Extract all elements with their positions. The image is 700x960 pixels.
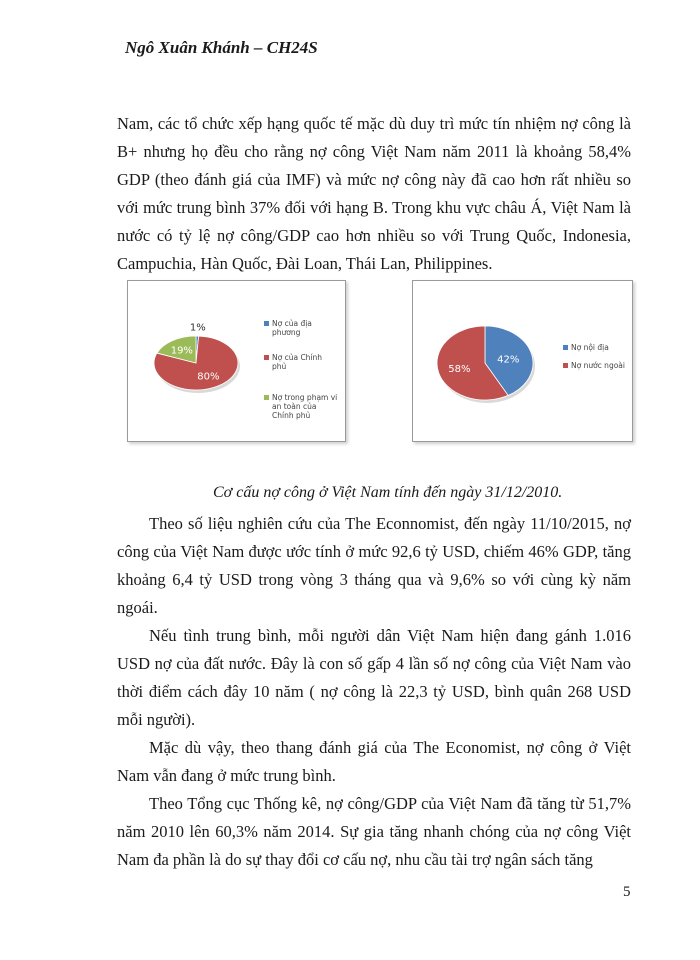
pie-chart-1-legend [264,319,344,439]
pie-slice-label: 80% [197,371,220,383]
paragraph-3: Nếu tình trung bình, mỗi người dân Việt Nam hiện đang gánh 1.016 USD nợ của đất nước. Đây là con số gấp 4 lần số nợ công của Việt Nam vào thời điểm cách đây 10 năm ( nợ công là 22,3 tỷ USD, bình quân 268 USD mỗi người). [117,626,631,729]
figure-caption: Cơ cấu nợ công ở Việt Nam tính đến ngày 31/12/2010. [213,484,563,501]
legend-swatch [264,395,269,400]
page-header: Ngô Xuân Khánh – CH24S [125,38,318,57]
page-number: 5 [623,884,631,900]
legend-label: Nợ nội địa [571,343,609,352]
pie-slice-label: 42% [497,354,520,366]
paragraph-1: Nam, các tổ chức xếp hạng quốc tế mặc dù duy trì mức tín nhiệm nợ công là B+ nhưng họ đều cho rằng nợ công Việt Nam năm 2011 là khoảng 58,4% GDP (theo đánh giá của IMF) và mức nợ công này đã cao hơn rất nhiều so với mức trung bình 37% đối với hạng B. Trong khu vực châu Á, Việt Nam là nước có tỷ lệ nợ công/GDP cao hơn nhiều so với Trung Quốc, Indonesia, Campuchia, Hàn Quốc, Đài Loan, Thái Lan, Philippines. [117,114,631,273]
paragraph-2: Theo số liệu nghiên cứu của The Econnomist, đến ngày 11/10/2015, nợ công của Việt Nam được ước tính ở mức 92,6 tỷ USD, chiếm 46% GDP, tăng khoảng 6,4 tỷ USD trong vòng 3 tháng qua và 9,6% so với cùng kỳ năm ngoái. [117,514,631,617]
paragraph-4: Mặc dù vậy, theo thang đánh giá của The Economist, nợ công ở Việt Nam vẫn đang ở mức trung bình. [117,738,631,785]
legend-swatch [563,363,568,368]
pie-slice-label: 1% [189,322,206,334]
pie-chart-domestic-foreign [412,280,633,442]
pie-slice-label: 19% [170,345,193,357]
legend-label: Nợ của địa phương [272,319,312,337]
paragraph-5: Theo Tổng cục Thống kê, nợ công/GDP của Việt Nam đã tăng từ 51,7% năm 2010 lên 60,3% năm 2014. Sự gia tăng nhanh chóng của nợ công Việt Nam đa phần là do sự thay đổi cơ cấu nợ, nhu cầu tài trợ ngân sách tăng [117,794,631,869]
pie-chart-debt-structure [127,280,346,442]
legend-label: Nợ trong phạm vi an toàn của Chính phủ [272,393,338,420]
legend-swatch [563,345,568,350]
pie-slice-label: 58% [448,364,471,376]
legend-swatch [264,355,269,360]
legend-label: Nợ nước ngoài [571,361,625,370]
legend-swatch [264,321,269,326]
legend-label: Nợ của Chính phủ [272,353,323,371]
pie-chart-2-legend [563,343,631,403]
